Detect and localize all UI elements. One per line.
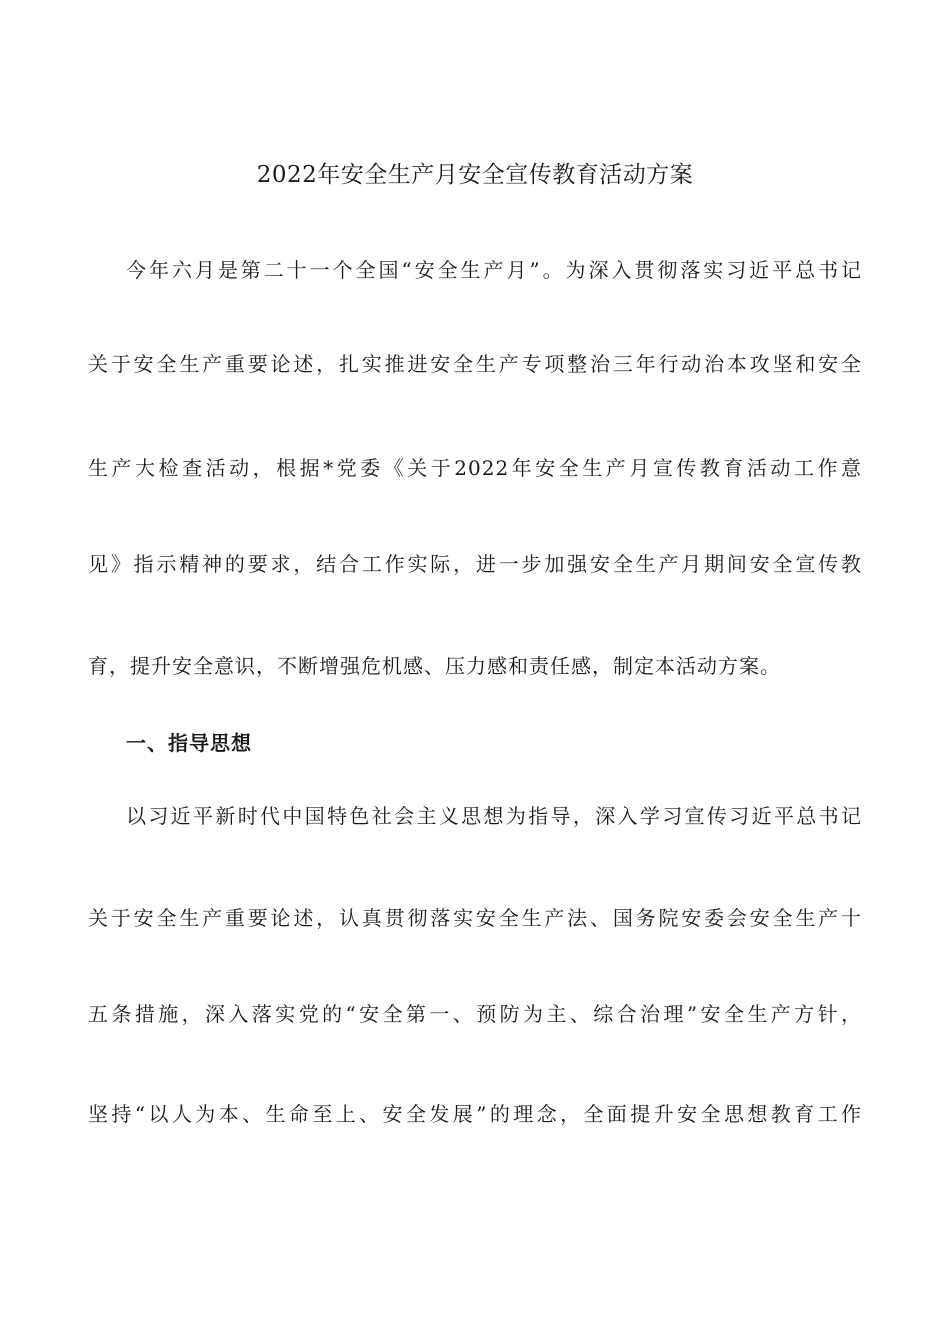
paragraph-line: 见》指示精神的要求，结合工作实际，进一步加强安全生产月期间安全宣传教 [88,552,862,576]
paragraph-line: 关于安全生产重要论述，扎实推进安全生产专项整治三年行动治本攻坚和安全 [88,352,862,376]
paragraph-line: 以习近平新时代中国特色社会主义思想为指导，深入学习宣传习近平总书记 [126,804,862,828]
paragraph-line: 关于安全生产重要论述，认真贯彻落实安全生产法、国务院安委会安全生产十 [88,906,862,930]
paragraph-line: 五条措施，深入落实党的“安全第一、预防为主、综合治理”安全生产方针， [88,1002,862,1026]
paragraph-line: 生产大检查活动，根据*党委《关于2022年安全生产月宣传教育活动工作意 [88,456,862,480]
paragraph-line: 育，提升安全意识，不断增强危机感、压力感和责任感，制定本活动方案。 [88,654,781,678]
section-heading: 一、指导思想 [126,731,252,755]
paragraph-line: 今年六月是第二十一个全国“安全生产月”。为深入贯彻落实习近平总书记 [126,258,862,282]
document-title: 2022年安全生产月安全宣传教育活动方案 [256,162,694,188]
paragraph-line: 坚持“以人为本、生命至上、安全发展”的理念，全面提升安全思想教育工作 [88,1102,862,1126]
